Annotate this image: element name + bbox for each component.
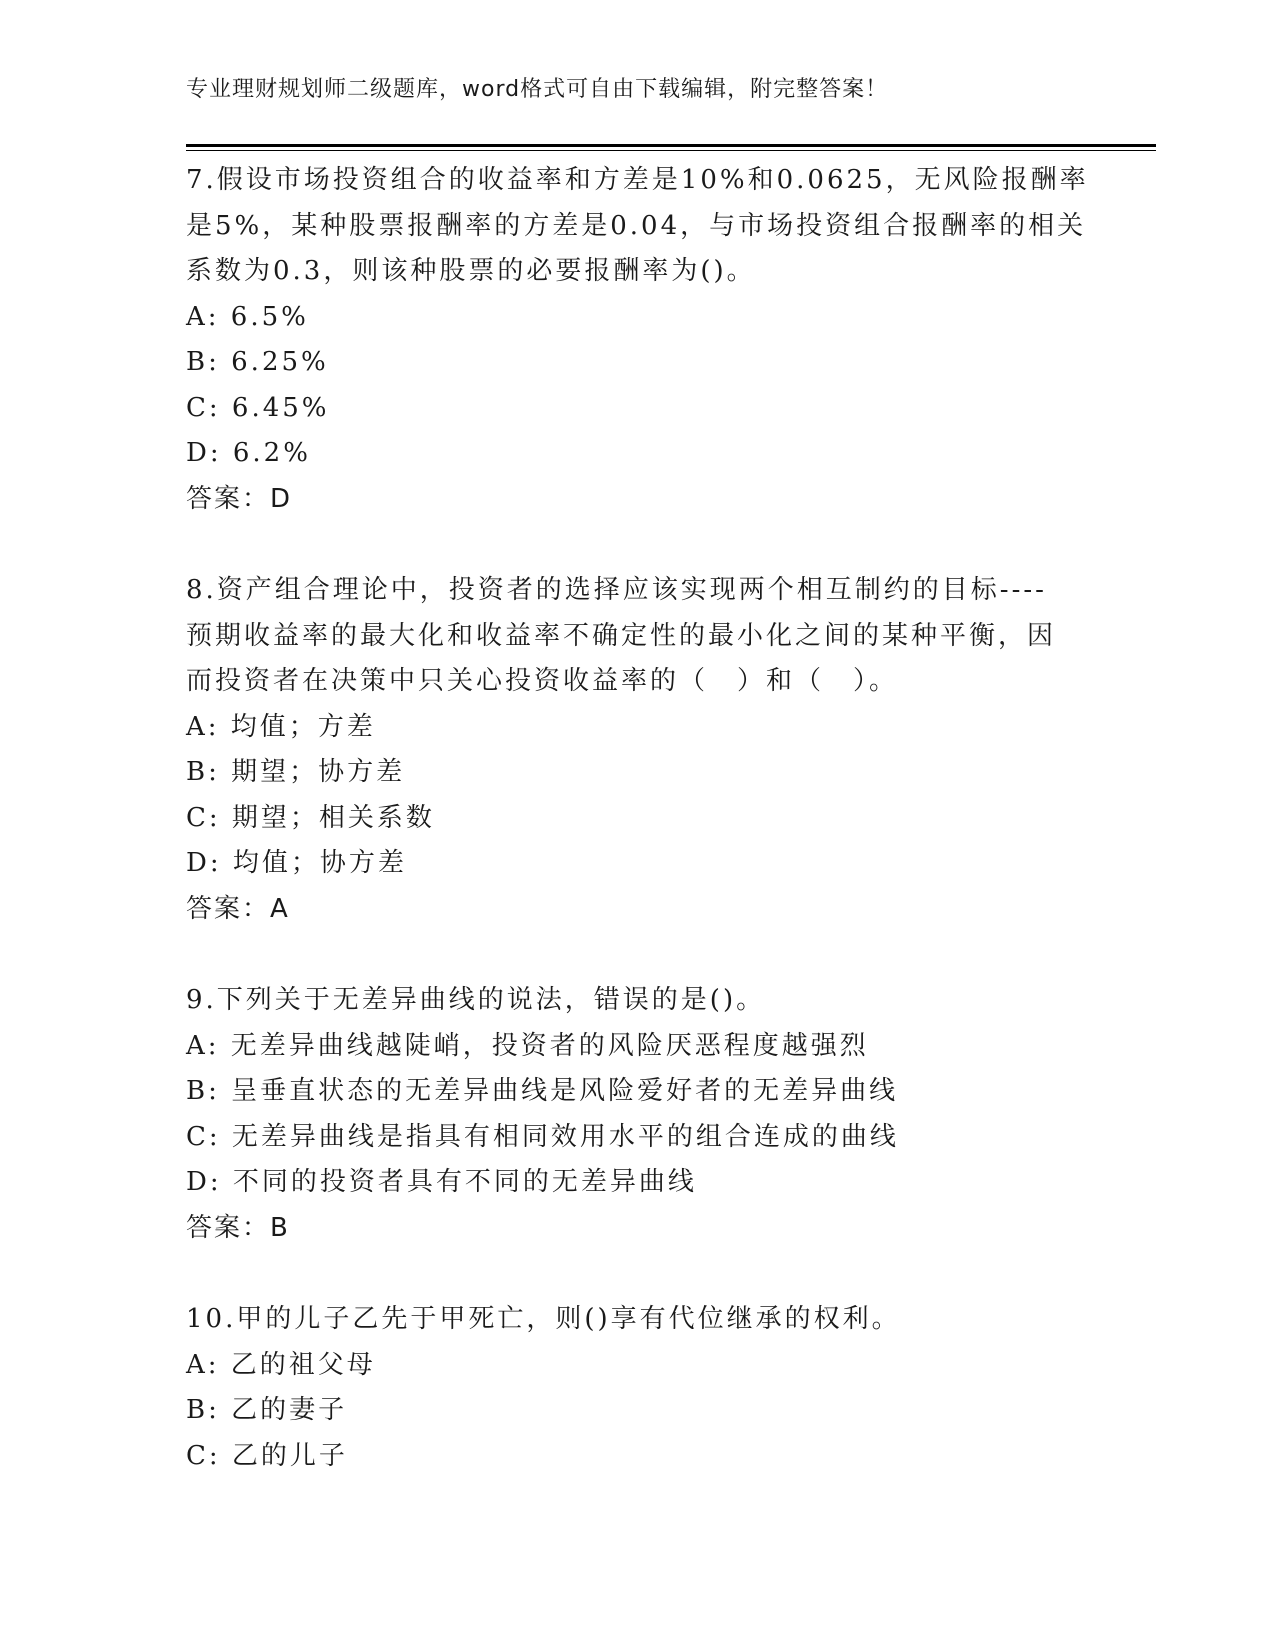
question-stem-line: 是5%，某种股票报酬率的方差是0.04，与市场投资组合报酬率的相关 xyxy=(186,210,1087,241)
option-b: B: 乙的妻子 xyxy=(186,1395,348,1425)
question-stem-line: 而投资者在决策中只关心投资收益率的（ ）和（ ）。 xyxy=(186,666,899,696)
header-rule-thick xyxy=(186,144,1156,147)
option-c: C: 乙的儿子 xyxy=(186,1440,348,1471)
option-b: B: 呈垂直状态的无差异曲线是风险爱好者的无差异曲线 xyxy=(186,1076,899,1106)
option-b: B: 6.25% xyxy=(186,347,329,377)
option-a: A: 无差异曲线越陡峭，投资者的风险厌恶程度越强烈 xyxy=(186,1030,869,1061)
question-stem-line: 10.甲的儿子乙先于甲死亡，则()享有代位继承的权利。 xyxy=(186,1304,901,1334)
question-10 xyxy=(186,1297,1086,1479)
option-a: A: 均值；方差 xyxy=(186,711,376,742)
page-header: 专业理财规划师二级题库，word格式可自由下载编辑，附完整答案！ xyxy=(186,77,889,102)
question-8 xyxy=(186,568,1086,932)
question-stem-line: 7.假设市场投资组合的收益率和方差是10%和0.0625，无风险报酬率 xyxy=(186,165,1089,195)
question-stem-line: 系数为0.3，则该种股票的必要报酬率为()。 xyxy=(186,256,756,286)
option-c: C: 期望；相关系数 xyxy=(186,802,435,833)
option-a: A: 乙的祖父母 xyxy=(186,1349,376,1380)
question-stem-line: 9.下列关于无差异曲线的说法，错误的是()。 xyxy=(186,985,766,1015)
answer-line: 答案：B xyxy=(186,1212,290,1243)
option-b: B: 期望；协方差 xyxy=(186,757,406,787)
question-list xyxy=(186,158,1089,1525)
option-c: C: 6.45% xyxy=(186,392,330,423)
question-stem-line: 8.资产组合理论中，投资者的选择应该实现两个相互制约的目标---- xyxy=(186,575,1047,605)
option-a: A: 6.5% xyxy=(186,301,309,332)
answer-line: 答案：A xyxy=(186,893,290,924)
option-d: D: 不同的投资者具有不同的无差异曲线 xyxy=(186,1167,697,1197)
question-9 xyxy=(186,978,1086,1251)
question-stem-line: 预期收益率的最大化和收益率不确定性的最小化之间的某种平衡，因 xyxy=(186,620,1057,651)
header-rule-thin xyxy=(186,150,1156,151)
option-d: D: 均值；协方差 xyxy=(186,848,407,878)
option-d: D: 6.2% xyxy=(186,438,311,468)
option-c: C: 无差异曲线是指具有相同效用水平的组合连成的曲线 xyxy=(186,1121,899,1152)
question-7 xyxy=(186,158,1089,522)
answer-line: 答案：D xyxy=(186,483,293,514)
